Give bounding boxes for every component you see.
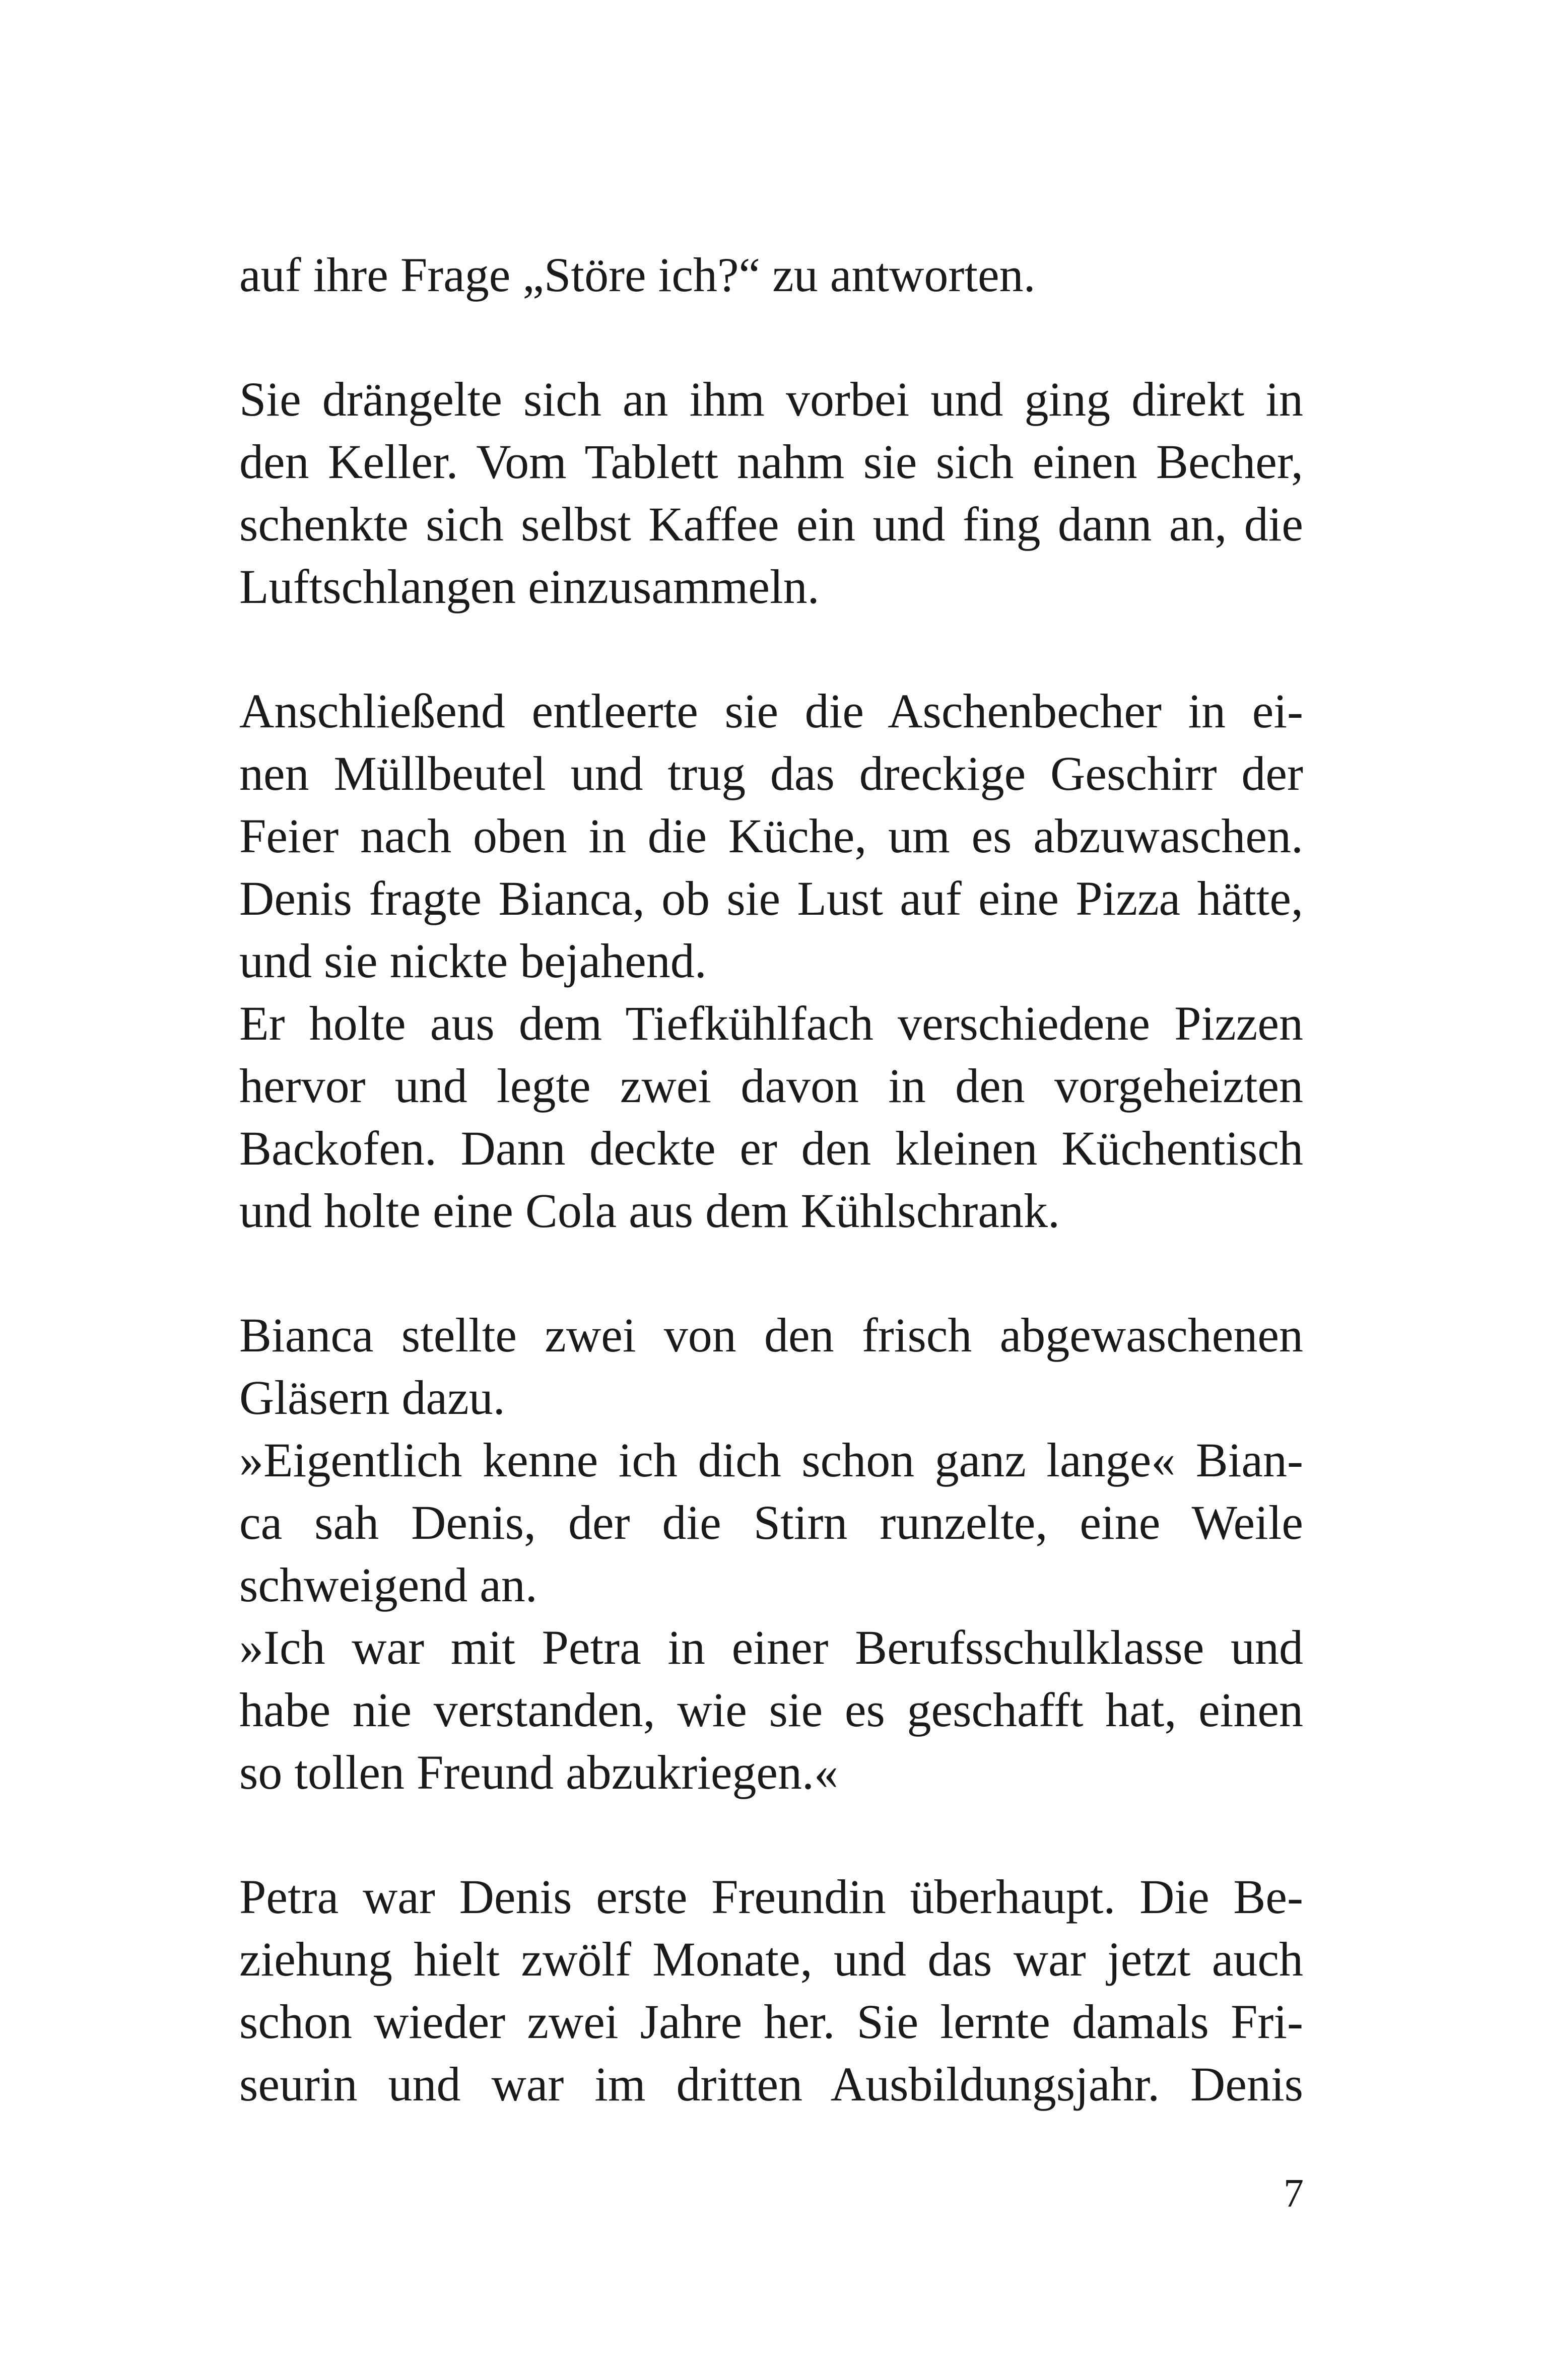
text-line: Luftschlangen einzusammeln. xyxy=(239,560,820,614)
text-line: den Keller. Vom Tablett nahm sie sich einen Becher, xyxy=(239,435,1303,489)
text-line: Er holte aus dem Tiefkühlfach verschiedene Pizzen xyxy=(239,996,1303,1050)
text-line: »Ich war mit Petra in einer Berufsschulklasse und xyxy=(239,1620,1303,1674)
text-line: Bianca stellte zwei von den frisch abgewaschenen xyxy=(239,1308,1303,1362)
text-line: und sie nickte bejahend. xyxy=(239,934,707,988)
text-line: nen Müllbeutel und trug das dreckige Geschirr der xyxy=(239,746,1303,800)
text-line: Gläsern dazu. xyxy=(239,1371,505,1424)
text-line: Sie drängelte sich an ihm vorbei und ging direkt in xyxy=(239,372,1303,426)
text-line: und holte eine Cola aus dem Kühlschrank. xyxy=(239,1184,1060,1238)
text-line: Anschließend entleerte sie die Aschenbecher in ei- xyxy=(239,684,1303,738)
page-number: 7 xyxy=(1284,2171,1304,2216)
text-line: hervor und legte zwei davon in den vorgeheizten xyxy=(239,1059,1303,1113)
text-line: Backofen. Dann deckte er den kleinen Küchentisch xyxy=(239,1121,1303,1175)
text-line: so tollen Freund abzukriegen.« xyxy=(239,1745,839,1799)
text-line: Denis fragte Bianca, ob sie Lust auf eine Pizza hätte, xyxy=(239,871,1303,925)
text-line: schenkte sich selbst Kaffee ein und fing dann an, die xyxy=(239,497,1303,551)
text-line: ziehung hielt zwölf Monate, und das war jetzt auch xyxy=(239,1932,1303,1986)
text-line: Petra war Denis erste Freundin überhaupt. Die Be- xyxy=(239,1870,1303,1924)
text-line: habe nie verstanden, wie sie es geschafft hat, einen xyxy=(239,1683,1303,1737)
text-line: schon wieder zwei Jahre her. Sie lernte damals Fri- xyxy=(239,1995,1303,2049)
text-line: auf ihre Frage „Störe ich?“ zu antworten. xyxy=(239,248,1036,302)
text-line: seurin und war im dritten Ausbildungsjahr. Denis xyxy=(239,2057,1303,2111)
text-line: »Eigentlich kenne ich dich schon ganz lange« Bian- xyxy=(239,1433,1303,1487)
text-line: ca sah Denis, der die Stirn runzelte, eine Weile xyxy=(239,1495,1303,1549)
text-line: Feier nach oben in die Küche, um es abzuwaschen. xyxy=(239,809,1303,863)
text-line: schweigend an. xyxy=(239,1558,537,1612)
